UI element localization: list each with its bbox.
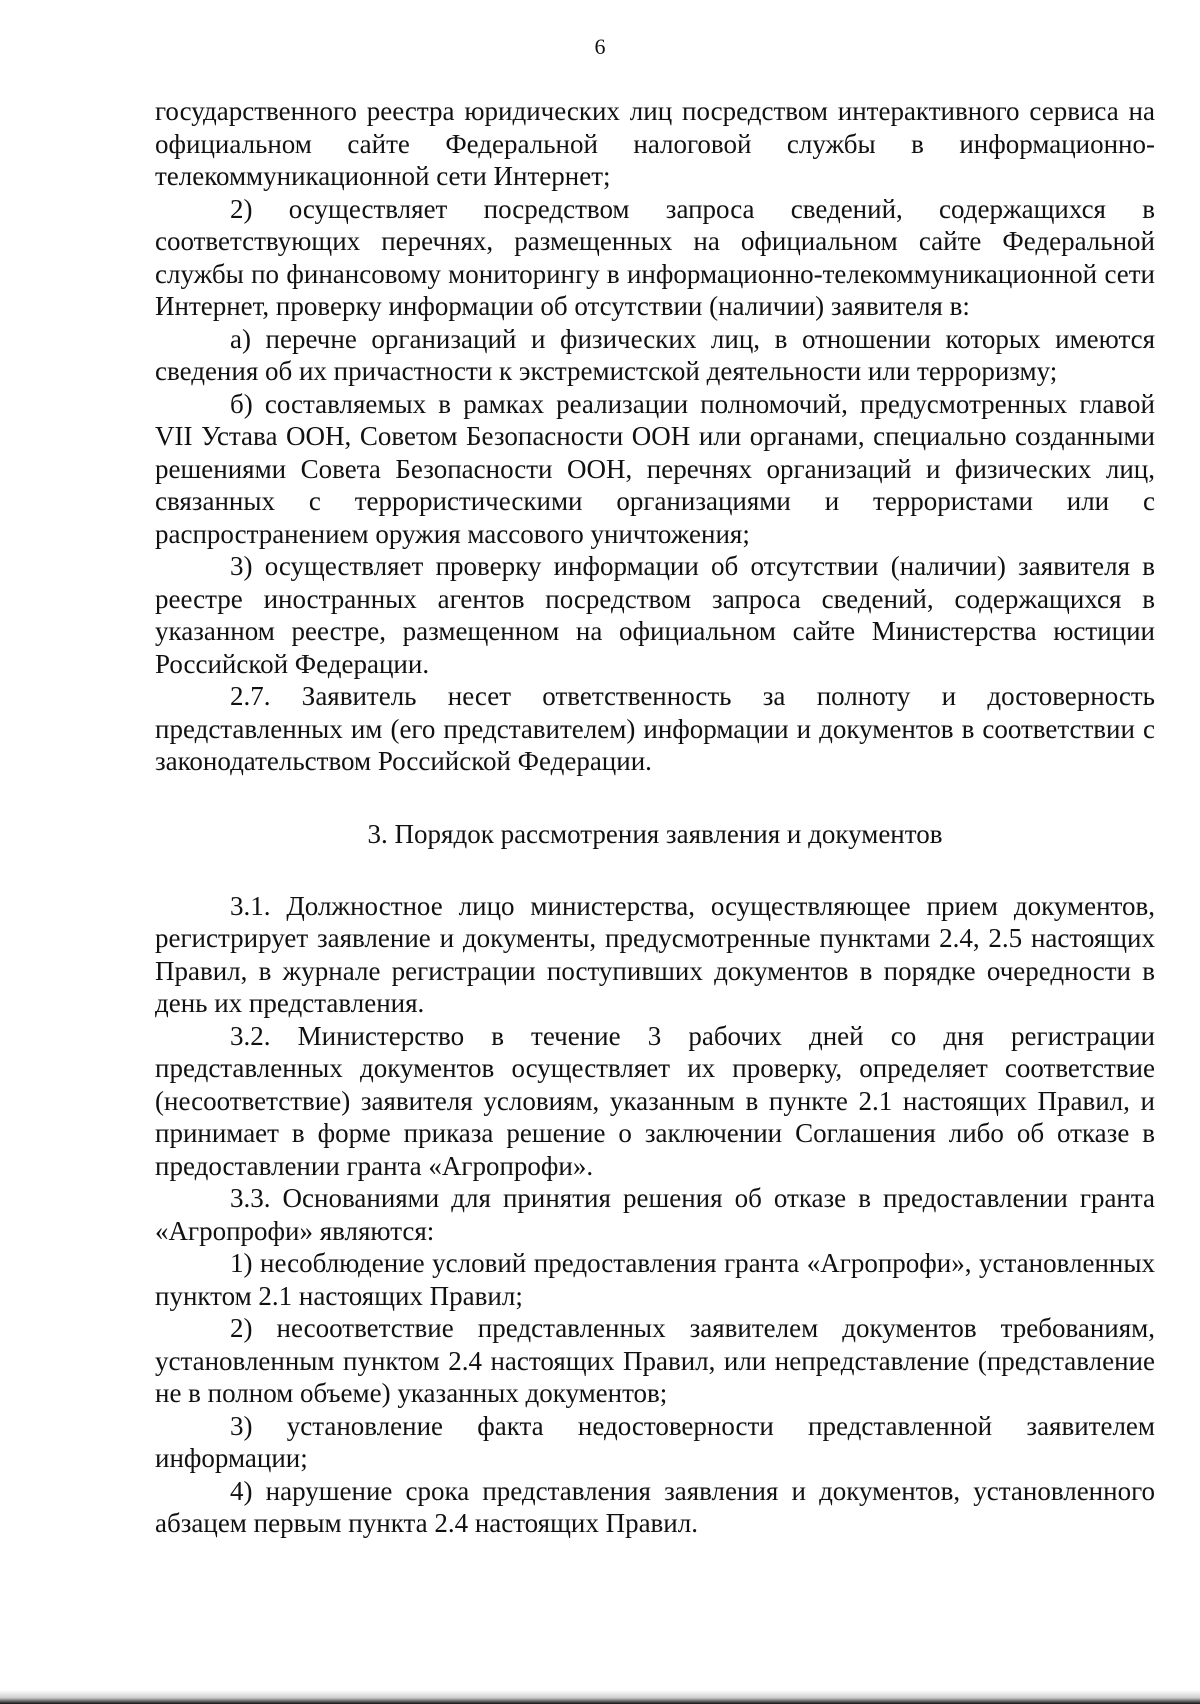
paragraph-item-3: 3) осуществляет проверку информации об отсутствии (наличии) заявителя в реестре иностранных агентов посредством запроса сведений, содержащихся в указанном реестре, размещенном на официальном сайте Министерства юстиции Российской Федерации. (155, 551, 1155, 679)
paragraph-item-b: б) составляемых в рамках реализации полномочий, предусмотренных главой VII Устава ООН, Советом Безопасности ООН или органами, специально созданными решениями Совета Безопасности ООН, перечнях организаций и физических лиц, связанных с террористическими организациями и террористами или с распространением оружия массового уничтожения; (155, 388, 1155, 549)
paragraph-3-3: 3.3. Основаниями для принятия решения об отказе в предоставлении гранта «Агропрофи» являются: (155, 1183, 1155, 1246)
document-body (155, 95, 1155, 1540)
paragraph-3-3-item-4: 4) нарушение срока представления заявления и документов, установленного абзацем первым пункта 2.4 настоящих Правил. (155, 1475, 1155, 1538)
paragraph-3-3-item-3: 3) установление факта недостоверности представленной заявителем информации; (155, 1410, 1155, 1473)
paragraph-2-7: 2.7. Заявитель несет ответственность за полноту и достоверность представленных им (его представителем) информации и документов в соответствии с законодательством Российской Федерации. (155, 681, 1155, 776)
paragraph-continuation: государственного реестра юридических лиц посредством интерактивного сервиса на официальном сайте Федеральной налоговой службы в информационно-телекоммуникационной сети Интернет; (155, 96, 1155, 191)
section-heading: 3. Порядок рассмотрения заявления и документов (367, 818, 943, 849)
paragraph-3-2: 3.2. Министерство в течение 3 рабочих дней со дня регистрации представленных документов осуществляет их проверку, определяет соответствие (несоответствие) заявителя условиям, указанным в пункте 2.1 настоящих Правил, и принимает в форме приказа решение о заключении Соглашения либо об отказе в предоставлении гранта «Агропрофи». (155, 1020, 1155, 1181)
paragraph-3-3-item-1: 1) несоблюдение условий предоставления гранта «Агропрофи», установленных пунктом 2.1 настоящих Правил; (155, 1248, 1155, 1311)
paragraph-item-a: а) перечне организаций и физических лиц, в отношении которых имеются сведения об их причастности к экстремистской деятельности или терроризму; (155, 323, 1155, 386)
paragraph-3-1: 3.1. Должностное лицо министерства, осуществляющее прием документов, регистрирует заявление и документы, предусмотренные пунктами 2.4, 2.5 настоящих Правил, в журнале регистрации поступивших документов в порядке очередности в день их представления. (155, 890, 1155, 1018)
paragraph-3-3-item-2: 2) несоответствие представленных заявителем документов требованиям, установленным пунктом 2.4 настоящих Правил, или непредставление (представление не в полном объеме) указанных документов; (155, 1313, 1155, 1408)
paragraph-item-2: 2) осуществляет посредством запроса сведений, содержащихся в соответствующих перечнях, размещенных на официальном сайте Федеральной службы по финансовому мониторингу в информационно-телекоммуникационной сети Интернет, проверку информации об отсутствии (наличии) заявителя в: (155, 193, 1155, 321)
scan-bottom-edge (0, 1690, 1200, 1704)
page-number: 6 (594, 34, 606, 59)
